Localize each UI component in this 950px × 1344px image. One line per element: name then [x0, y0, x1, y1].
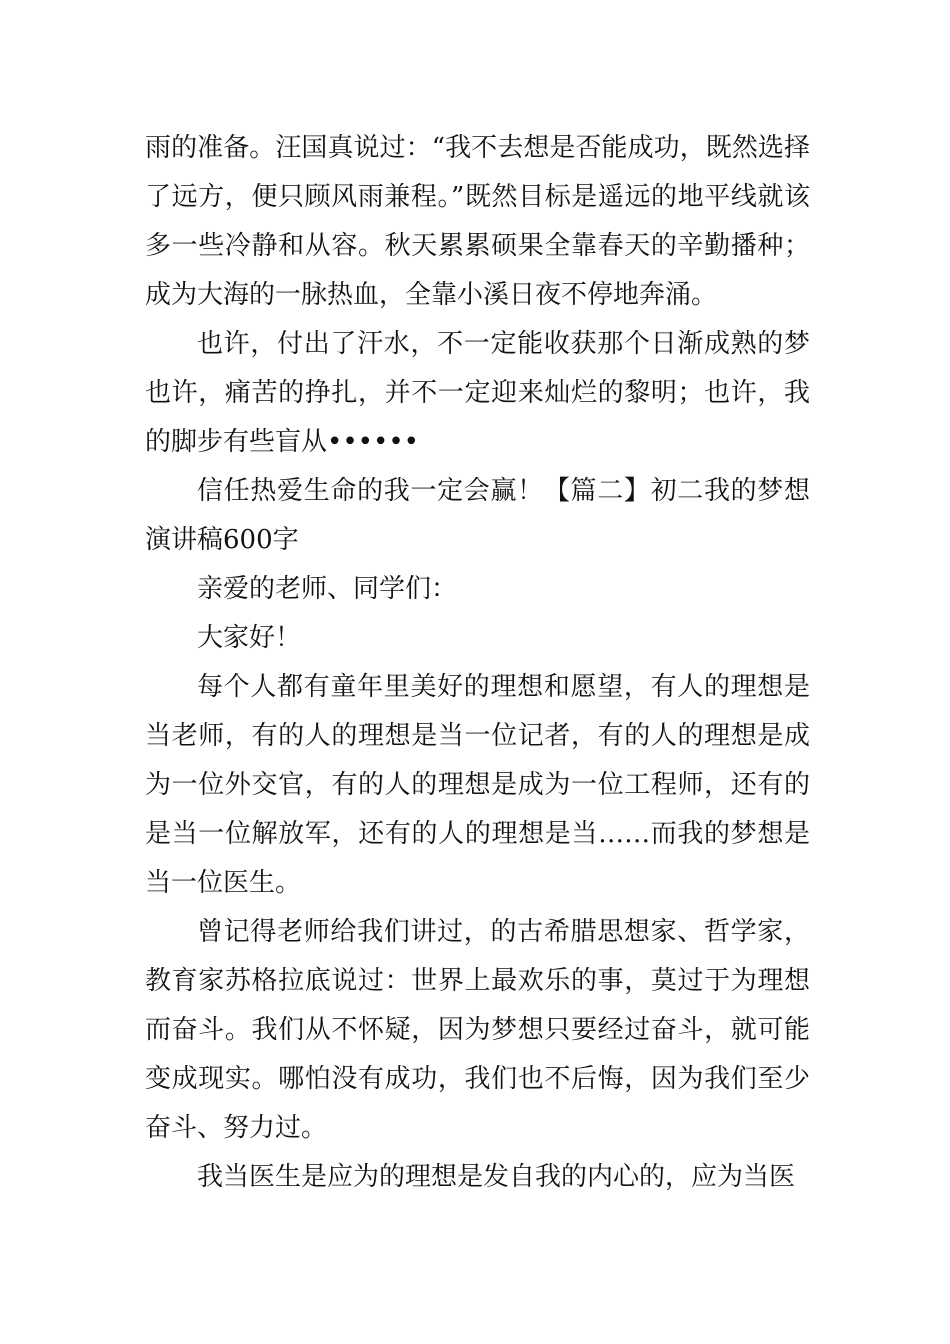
paragraph-2: 也许，付出了汗水，不一定能收获那个日渐成熟的梦也许，痛苦的挣扎，并不一定迎来灿烂的黎明；也许，我的脚步有些盲从•••••• [145, 329, 810, 457]
paragraph-6: 每个人都有童年里美好的理想和愿望，有人的理想是当老师，有的人的理想是当一位记者，有的人的理想是成为一位外交官，有的人的理想是成为一位工程师，还有的是当一位解放军，还有的人的理想是当……而我的梦想是当一位医生。 [145, 672, 810, 898]
body-text [145, 124, 810, 1202]
paragraph-8: 我当医生是应为的理想是发自我的内心的，应为当医 [197, 1162, 796, 1192]
paragraph-3: 信任热爱生命的我一定会赢！【篇二】初二我的梦想演讲稿600字 [145, 476, 810, 555]
paragraph-5: 大家好！ [197, 623, 302, 653]
paragraph-4: 亲爱的老师、同学们： [197, 574, 458, 604]
paragraph-1: 雨的准备。汪国真说过：“我不去想是否能成功，既然选择了远方，便只顾风雨兼程。”既然目标是遥远的地平线就该多一些冷静和从容。秋天累累硕果全靠春天的辛勤播种；成为大海的一脉热血，全靠小溪日夜不停地奔涌。 [145, 133, 810, 310]
paragraph-7: 曾记得老师给我们讲过，的古希腊思想家、哲学家，教育家苏格拉底说过：世界上最欢乐的事，莫过于为理想而奋斗。我们从不怀疑，因为梦想只要经过奋斗，就可能变成现实。哪怕没有成功，我们也不后悔，因为我们至少奋斗、努力过。 [145, 917, 810, 1143]
